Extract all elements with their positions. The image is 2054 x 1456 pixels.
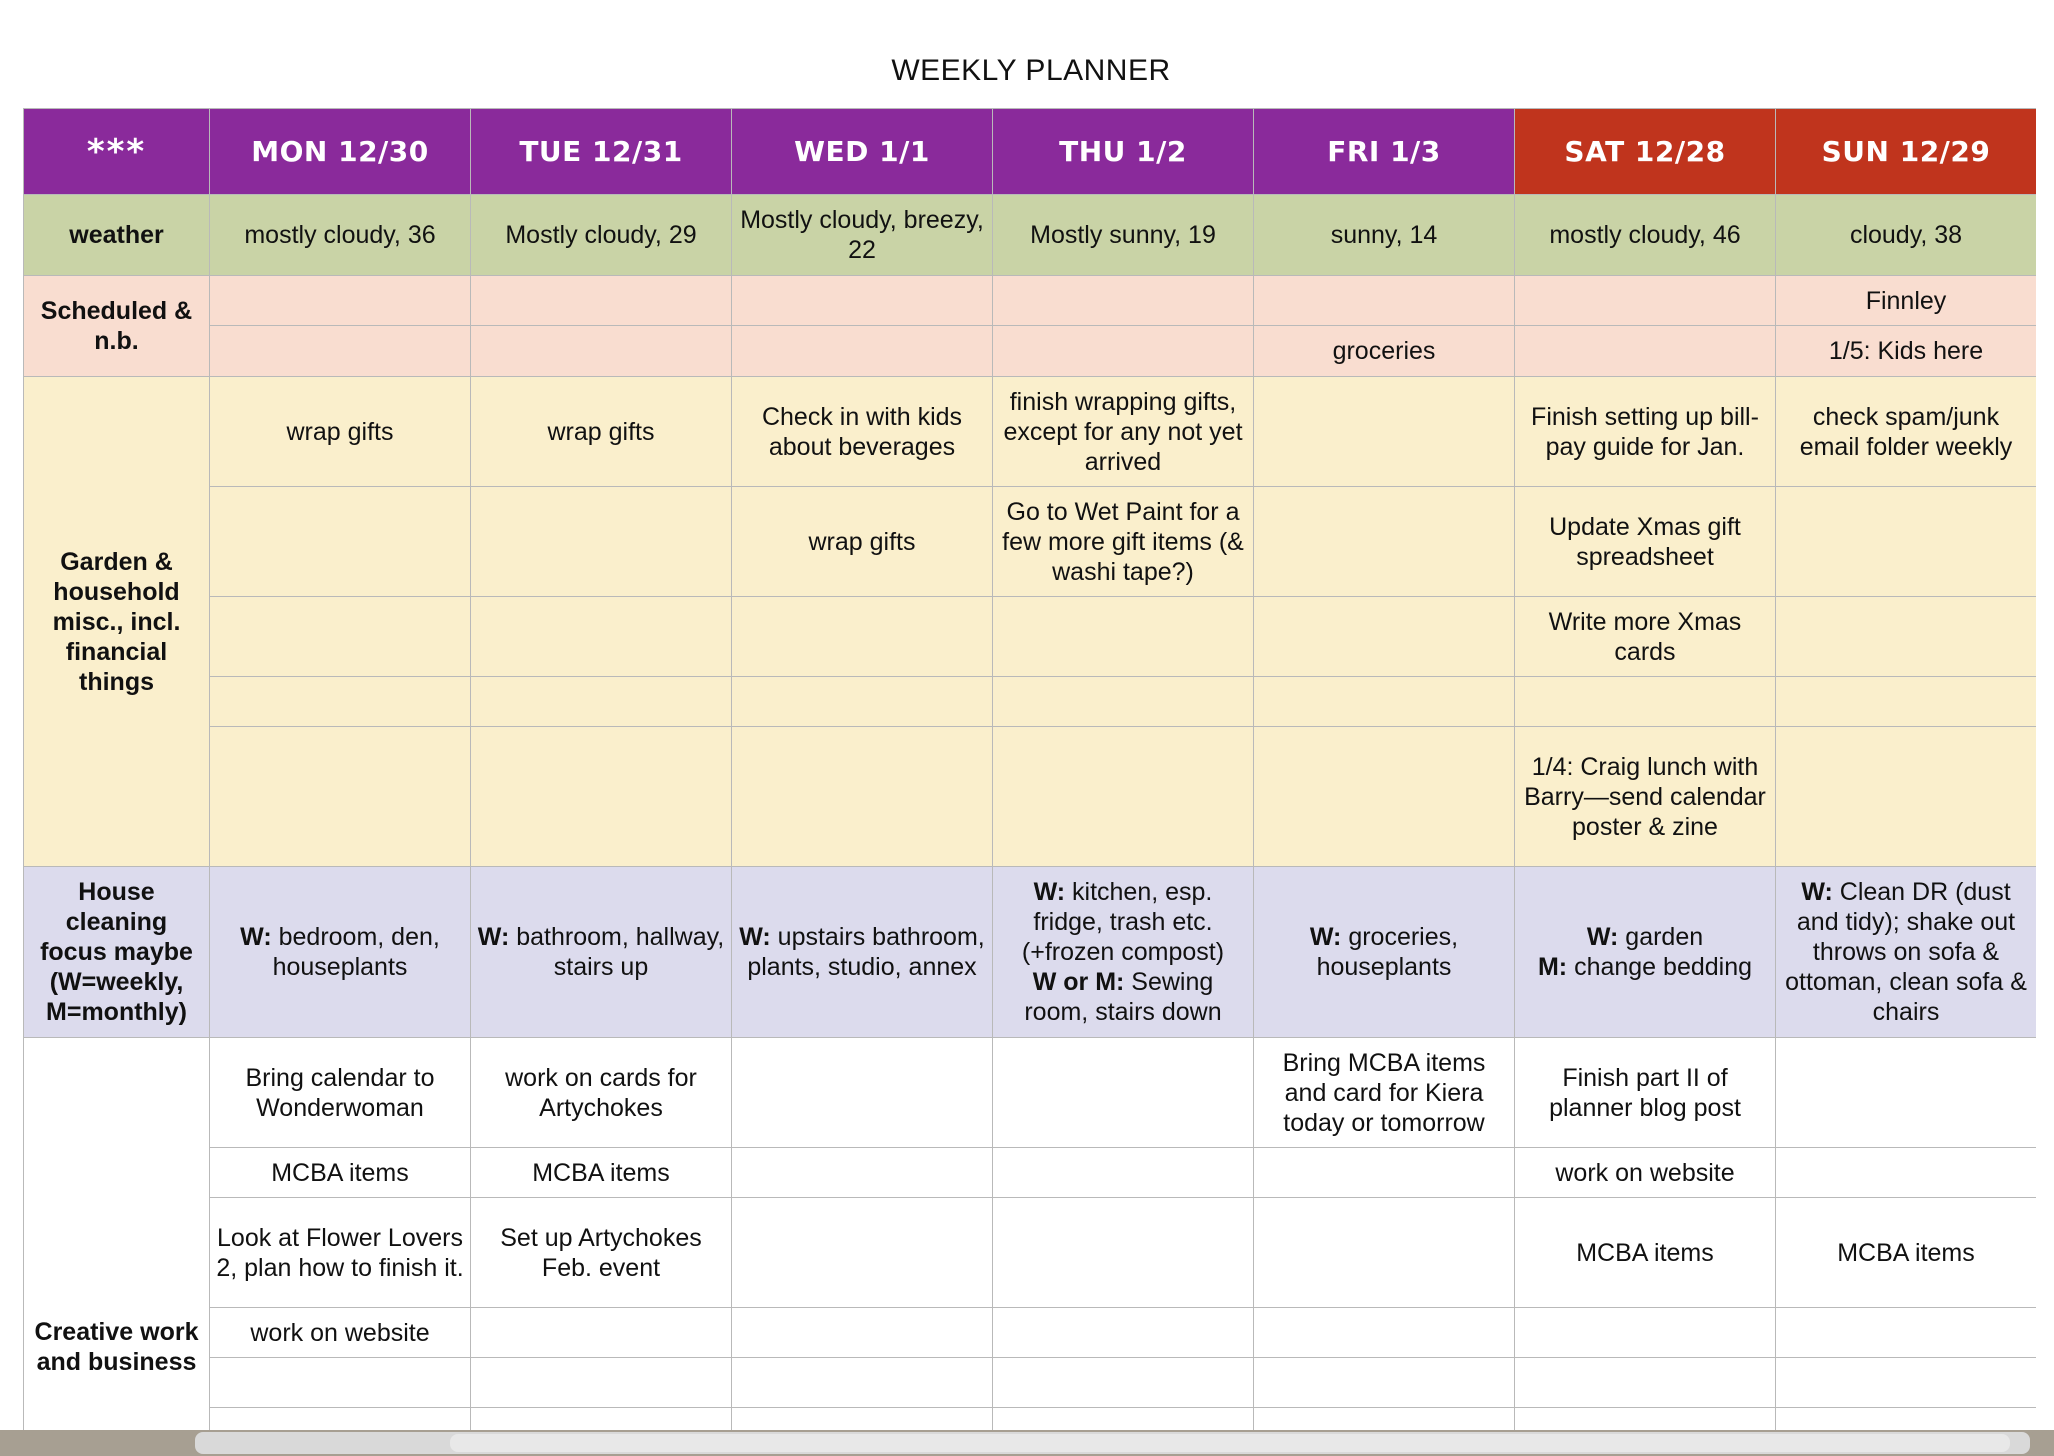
garden-cell[interactable] <box>732 727 993 867</box>
creative-cell[interactable] <box>732 1308 993 1358</box>
scheduled-cell[interactable] <box>1515 276 1776 326</box>
garden-cell[interactable] <box>1515 677 1776 727</box>
creative-cell[interactable]: Bring calendar to Wonderwoman <box>210 1038 471 1148</box>
scheduled-cell[interactable] <box>210 326 471 377</box>
house-cell[interactable]: W: groceries, houseplants <box>1254 867 1515 1038</box>
garden-cell[interactable] <box>732 597 993 677</box>
garden-cell[interactable] <box>1776 597 2037 677</box>
creative-label: Creative work and business <box>24 1038 210 1448</box>
creative-cell[interactable] <box>1254 1148 1515 1198</box>
garden-cell[interactable]: finish wrapping gifts, except for any not yet arrived <box>993 377 1254 487</box>
creative-cell[interactable]: work on website <box>1515 1148 1776 1198</box>
day-header-mon[interactable]: MON 12/30 <box>210 109 471 195</box>
garden-row <box>24 677 2037 727</box>
garden-label: Garden & household misc., incl. financial things <box>24 377 210 867</box>
header-row <box>24 109 2037 195</box>
creative-row <box>24 1308 2037 1358</box>
scheduled-cell[interactable] <box>993 276 1254 326</box>
garden-cell[interactable]: Update Xmas gift spreadsheet <box>1515 487 1776 597</box>
garden-cell[interactable] <box>471 487 732 597</box>
house-cell[interactable]: W: Clean DR (dust and tidy); shake out throws on sofa & ottoman, clean sofa & chairs <box>1776 867 2037 1038</box>
garden-cell[interactable]: Go to Wet Paint for a few more gift items (& washi tape?) <box>993 487 1254 597</box>
scheduled-row <box>24 326 2037 377</box>
creative-row <box>24 1358 2037 1408</box>
weather-cell[interactable]: Mostly sunny, 19 <box>993 195 1254 276</box>
scheduled-cell[interactable]: 1/5: Kids here <box>1776 326 2037 377</box>
day-header-sat[interactable]: SAT 12/28 <box>1515 109 1776 195</box>
house-cell[interactable]: W: bedroom, den, houseplants <box>210 867 471 1038</box>
garden-cell[interactable]: wrap gifts <box>732 487 993 597</box>
garden-cell[interactable]: Check in with kids about beverages <box>732 377 993 487</box>
creative-cell[interactable] <box>732 1148 993 1198</box>
creative-cell[interactable] <box>993 1148 1254 1198</box>
scheduled-cell[interactable] <box>1254 276 1515 326</box>
garden-cell[interactable]: wrap gifts <box>210 377 471 487</box>
weather-cell[interactable]: cloudy, 38 <box>1776 195 2037 276</box>
garden-cell[interactable]: Write more Xmas cards <box>1515 597 1776 677</box>
garden-cell[interactable] <box>1776 487 2037 597</box>
creative-cell[interactable]: Bring MCBA items and card for Kiera today or tomorrow <box>1254 1038 1515 1148</box>
day-header-tue[interactable]: TUE 12/31 <box>471 109 732 195</box>
creative-cell[interactable]: MCBA items <box>210 1148 471 1198</box>
house-cleaning-row <box>24 867 2037 1038</box>
weather-cell[interactable]: sunny, 14 <box>1254 195 1515 276</box>
creative-cell[interactable]: MCBA items <box>1776 1198 2037 1308</box>
creative-cell[interactable] <box>1776 1038 2037 1148</box>
planner-table <box>23 108 2037 1448</box>
garden-row <box>24 727 2037 867</box>
garden-cell[interactable]: 1/4: Craig lunch with Barry—send calendar poster & zine <box>1515 727 1776 867</box>
garden-cell[interactable] <box>1776 727 2037 867</box>
day-header-sun[interactable]: SUN 12/29 <box>1776 109 2037 195</box>
scheduled-label: Scheduled & n.b. <box>24 276 210 377</box>
garden-cell[interactable] <box>1254 597 1515 677</box>
creative-cell[interactable] <box>732 1358 993 1408</box>
creative-cell[interactable] <box>1254 1198 1515 1308</box>
scheduled-cell[interactable] <box>732 326 993 377</box>
garden-cell[interactable] <box>993 727 1254 867</box>
weather-cell[interactable]: mostly cloudy, 46 <box>1515 195 1776 276</box>
weather-row <box>24 195 2037 276</box>
garden-row <box>24 597 2037 677</box>
creative-cell[interactable]: work on website <box>210 1308 471 1358</box>
weather-cell[interactable]: mostly cloudy, 36 <box>210 195 471 276</box>
garden-cell[interactable] <box>210 597 471 677</box>
creative-cell[interactable]: Set up Artychokes Feb. event <box>471 1198 732 1308</box>
garden-cell[interactable] <box>1254 377 1515 487</box>
garden-cell[interactable] <box>210 677 471 727</box>
creative-cell[interactable] <box>1254 1358 1515 1408</box>
garden-row <box>24 377 2037 487</box>
garden-cell[interactable] <box>1776 677 2037 727</box>
window-edge <box>2036 0 2054 1430</box>
scheduled-cell[interactable] <box>1515 326 1776 377</box>
weather-label: weather <box>24 195 210 276</box>
house-cleaning-label: House cleaning focus maybe (W=weekly, M=monthly) <box>24 867 210 1038</box>
scheduled-cell[interactable] <box>471 276 732 326</box>
weather-cell[interactable]: Mostly cloudy, 29 <box>471 195 732 276</box>
scheduled-cell[interactable] <box>993 326 1254 377</box>
scheduled-cell[interactable] <box>732 276 993 326</box>
house-cell[interactable]: W: bathroom, hallway, stairs up <box>471 867 732 1038</box>
garden-cell[interactable] <box>1254 677 1515 727</box>
creative-cell[interactable]: MCBA items <box>471 1148 732 1198</box>
scheduled-cell[interactable] <box>471 326 732 377</box>
garden-cell[interactable] <box>1254 487 1515 597</box>
creative-cell[interactable] <box>1776 1358 2037 1408</box>
garden-cell[interactable] <box>471 727 732 867</box>
creative-cell[interactable] <box>1776 1308 2037 1358</box>
creative-cell[interactable] <box>1254 1308 1515 1358</box>
house-cell[interactable]: W: kitchen, esp. fridge, trash etc. (+frozen compost) W or M: Sewing room, stairs down <box>993 867 1254 1038</box>
scrollbar-thumb[interactable] <box>450 1434 2010 1452</box>
garden-cell[interactable] <box>732 677 993 727</box>
creative-row <box>24 1198 2037 1308</box>
garden-cell[interactable]: wrap gifts <box>471 377 732 487</box>
creative-cell[interactable] <box>993 1308 1254 1358</box>
creative-cell[interactable] <box>1515 1358 1776 1408</box>
garden-cell[interactable] <box>210 487 471 597</box>
creative-row <box>24 1148 2037 1198</box>
creative-cell[interactable] <box>993 1198 1254 1308</box>
creative-row <box>24 1038 2037 1148</box>
garden-row <box>24 487 2037 597</box>
creative-cell[interactable]: work on cards for Artychokes <box>471 1038 732 1148</box>
scheduled-cell[interactable]: groceries <box>1254 326 1515 377</box>
day-header-wed[interactable]: WED 1/1 <box>732 109 993 195</box>
garden-cell[interactable]: check spam/junk email folder weekly <box>1776 377 2037 487</box>
house-cell[interactable]: W: upstairs bathroom, plants, studio, annex <box>732 867 993 1038</box>
garden-cell[interactable] <box>993 597 1254 677</box>
scheduled-cell[interactable]: Finnley <box>1776 276 2037 326</box>
creative-cell[interactable]: MCBA items <box>1515 1198 1776 1308</box>
creative-cell[interactable] <box>732 1198 993 1308</box>
house-cell[interactable]: W: garden M: change bedding <box>1515 867 1776 1038</box>
weather-cell[interactable]: Mostly cloudy, breezy, 22 <box>732 195 993 276</box>
creative-cell[interactable] <box>471 1358 732 1408</box>
creative-cell[interactable] <box>471 1308 732 1358</box>
garden-cell[interactable] <box>471 597 732 677</box>
garden-cell[interactable]: Finish setting up bill-pay guide for Jan. <box>1515 377 1776 487</box>
garden-cell[interactable] <box>993 677 1254 727</box>
creative-cell[interactable] <box>210 1358 471 1408</box>
corner-asterisks: *** <box>24 109 210 195</box>
creative-cell[interactable]: Finish part II of planner blog post <box>1515 1038 1776 1148</box>
creative-cell[interactable] <box>1776 1148 2037 1198</box>
creative-cell[interactable] <box>993 1038 1254 1148</box>
creative-cell[interactable] <box>732 1038 993 1148</box>
scheduled-cell[interactable] <box>210 276 471 326</box>
day-header-fri[interactable]: FRI 1/3 <box>1254 109 1515 195</box>
garden-cell[interactable] <box>210 727 471 867</box>
creative-cell[interactable] <box>993 1358 1254 1408</box>
creative-cell[interactable] <box>1515 1308 1776 1358</box>
scheduled-row <box>24 276 2037 326</box>
page-title: WEEKLY PLANNER <box>891 54 1171 87</box>
day-header-thu[interactable]: THU 1/2 <box>993 109 1254 195</box>
garden-cell[interactable] <box>1254 727 1515 867</box>
creative-cell[interactable]: Look at Flower Lovers 2, plan how to finish it. <box>210 1198 471 1308</box>
garden-cell[interactable] <box>471 677 732 727</box>
